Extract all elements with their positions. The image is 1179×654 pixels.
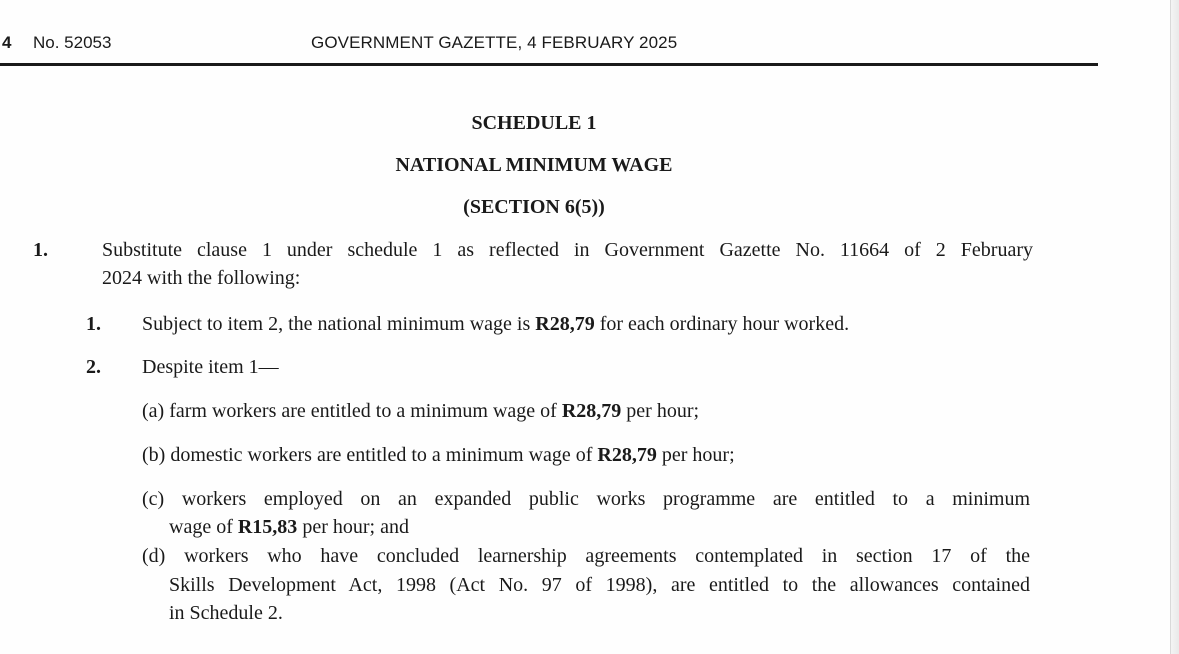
item-1-number: 1. <box>86 313 101 335</box>
item-1-text-before: Subject to item 2, the national minimum wage is <box>142 313 536 335</box>
item-1-amount: R28,79 <box>535 313 595 335</box>
sub-item-b-amount: R28,79 <box>597 444 657 466</box>
sub-item-a-text-before: (a) farm workers are entitled to a minimum wage of <box>142 400 562 422</box>
section-heading: (SECTION 6(5)) <box>463 196 605 218</box>
sub-item-c-text-after: per hour; and <box>297 516 409 538</box>
sub-item-c-amount: R15,83 <box>237 516 298 538</box>
sub-item-c-text-before: wage of <box>169 516 238 538</box>
page-number: 4 <box>2 33 12 52</box>
schedule-heading: SCHEDULE 1 <box>471 112 597 134</box>
clause-text-line1: Substitute clause 1 under schedule 1 as reflected in Government Gazette No. 11664 of 2 February <box>102 239 1033 261</box>
sub-item-b-text-after: per hour; <box>656 444 735 466</box>
item-2-number: 2. <box>86 356 101 378</box>
sub-item-a <box>142 397 699 425</box>
page-edge <box>1170 0 1179 654</box>
sub-item-d-line2: Skills Development Act, 1998 (Act No. 97 of 1998), are entitled to the allowances contained <box>169 574 1030 596</box>
clause-number: 1. <box>33 239 48 261</box>
page-header <box>0 33 1098 55</box>
item-2-text: Despite item 1— <box>142 356 279 378</box>
subject-heading: NATIONAL MINIMUM WAGE <box>395 154 673 176</box>
item-1-text-after: for each ordinary hour worked. <box>594 313 850 335</box>
item-1-text <box>142 310 849 338</box>
sub-item-b <box>142 441 735 469</box>
sub-item-d-line3: in Schedule 2. <box>169 602 283 624</box>
header-rule <box>0 63 1098 66</box>
sub-item-d-line1: (d) workers who have concluded learnership agreements contemplated in section 17 of the <box>142 545 1030 567</box>
gazette-title: GOVERNMENT GAZETTE, 4 FEBRUARY 2025 <box>311 33 678 52</box>
clause-text-line2: 2024 with the following: <box>102 267 301 289</box>
sub-item-a-amount: R28,79 <box>561 400 622 422</box>
sub-item-c-line1: (c) workers employed on an expanded public works programme are entitled to a minimum <box>142 488 1030 510</box>
sub-item-b-text-before: (b) domestic workers are entitled to a minimum wage of <box>142 444 598 466</box>
sub-item-c-line2 <box>169 513 409 541</box>
gazette-number: No. 52053 <box>33 33 112 52</box>
sub-item-a-text-after: per hour; <box>621 400 700 422</box>
